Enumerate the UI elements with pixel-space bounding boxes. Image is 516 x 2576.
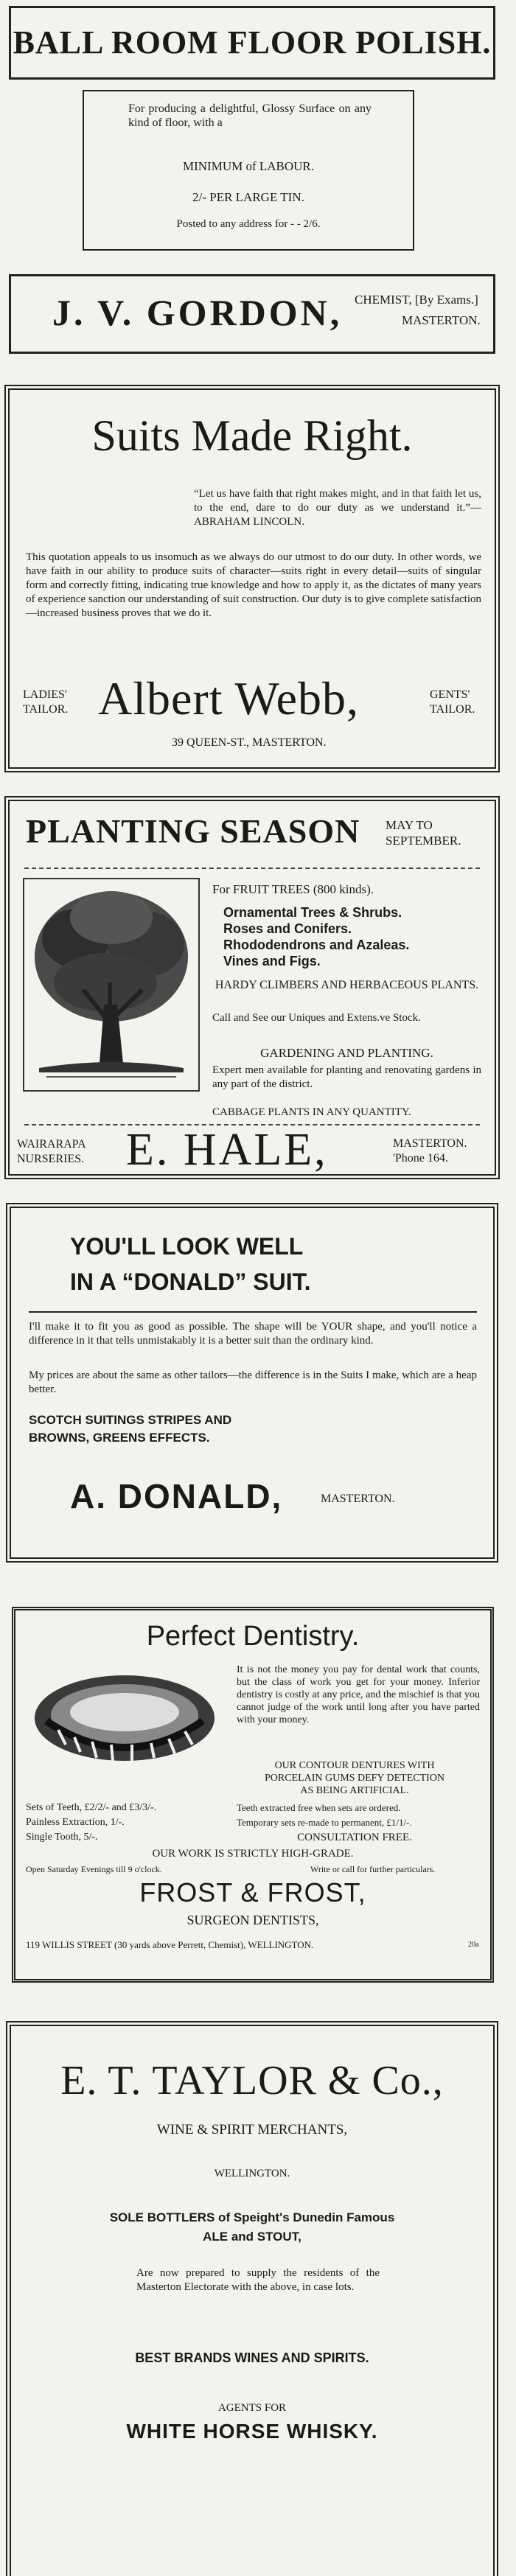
webb-box	[4, 385, 500, 772]
donald-box	[6, 1203, 498, 1563]
hale-list	[223, 904, 481, 969]
dentist-contour-1: OUR CONTOUR DENTURES WITH	[274, 1760, 435, 1771]
dentist-sets: Sets of Teeth, £2/2/- and £3/3/-.	[26, 1802, 157, 1813]
dentist-free: Teeth extracted free when sets are ordered.	[237, 1802, 401, 1813]
donald-rule	[29, 1311, 477, 1313]
hale-list-item: Vines and Figs.	[223, 954, 321, 968]
taylor-brands: BEST BRANDS WINES AND SPIRITS.	[135, 2350, 369, 2365]
donald-headline-1: YOU'LL LOOK WELL	[70, 1233, 304, 1260]
dentist-headline: Perfect Dentistry.	[146, 1621, 360, 1652]
dentist-name: FROST & FROST,	[139, 1877, 366, 1907]
taylor-body: Are now prepared to supply the residents of the Masterton Electorate with the above, in case lots.	[136, 2267, 380, 2293]
hale-name: E. HALE,	[126, 1125, 328, 1175]
taylor-town: WELLINGTON.	[214, 2168, 290, 2179]
polish-title-box	[9, 6, 495, 80]
hale-gardening-title: GARDENING AND PLANTING.	[260, 1046, 433, 1060]
hale-list-item: Rhododendrons and Azaleas.	[223, 938, 410, 952]
polish-price: 2/- PER LARGE TIN.	[192, 190, 304, 204]
taylor-sole-2: ALE and STOUT,	[203, 2230, 301, 2244]
taylor-sole-1: SOLE BOTTLERS of Speight's Dunedin Famous	[109, 2210, 395, 2224]
gordon-name: J. V. GORDON,	[52, 292, 343, 333]
webb-address: 39 QUEEN-ST., MASTERTON.	[172, 736, 327, 749]
dentist-body: It is not the money you pay for dental work that counts, but the class of work you get for your money. Inferior dentistry is costly at any price, and the mischief is that you cannot judge of the work until long after you have parted with your money.	[237, 1664, 480, 1725]
dentist-quality: OUR WORK IS STRICTLY HIGH-GRADE.	[152, 1848, 354, 1860]
dentist-remade: Temporary sets re-made to permanent, £1/1/-.	[237, 1817, 412, 1828]
hale-headline: PLANTING SEASON	[26, 812, 360, 850]
tree-icon	[24, 879, 198, 1090]
donald-name: A. DONALD,	[70, 1477, 283, 1515]
donald-body-1: I'll make it to fit you as good as possible. The shape will be YOUR shape, and you'll notice a difference in it that tells unmistakably it is a better suit than the ordinary kind.	[29, 1321, 477, 1347]
dentist-contour	[222, 1759, 487, 1797]
dentist-address: 119 WILLIS STREET (30 yards above Perrett, Chemist), WELLINGTON.	[26, 1939, 314, 1950]
webb-quote: “Let us have faith that right makes might, and in that faith let us, to the end, dare to do our duty as we understand it.”—ABRAHAM LINCOLN.	[194, 488, 481, 528]
donald-body-2: My prices are about the same as other tailors—the difference is in the Suits I make, which are a heap better.	[29, 1369, 477, 1395]
polish-detail-box	[83, 90, 414, 251]
dentist-contour-2: PORCELAIN GUMS DEFY DETECTION	[264, 1773, 445, 1784]
taylor-whisky: WHITE HORSE WHISKY.	[126, 2420, 378, 2443]
dentist-box	[12, 1607, 494, 1983]
dentist-extras	[237, 1801, 487, 1830]
hale-intro: For FRUIT TREES (800 kinds).	[212, 882, 374, 896]
polish-title: BALL ROOM FLOOR POLISH.	[13, 24, 492, 60]
denture-icon	[29, 1664, 220, 1767]
taylor-trade: WINE & SPIRIT MERCHANTS,	[156, 2122, 348, 2137]
webb-right-label: GENTS' TAILOR.	[430, 688, 475, 716]
webb-headline: Suits Made Right.	[91, 411, 413, 460]
dentist-prices	[26, 1801, 232, 1845]
hale-gardening-body: Expert men available for planting and renovating gardens in any part of the district.	[212, 1064, 481, 1090]
hale-cabbage: CABBAGE PLANTS IN ANY QUANTITY.	[212, 1106, 411, 1118]
hale-town: MASTERTON.	[393, 1137, 467, 1150]
taylor-box	[6, 2021, 498, 2576]
tree-illustration	[23, 878, 200, 1092]
hale-climbers: HARDY CLIMBERS AND HERBACEOUS PLANTS.	[215, 979, 479, 991]
webb-body: This quotation appeals to us insomuch as we always do our utmost to do our duty. In other words, we have faith in our ability to produce suits of character—suits right in every detail—suits of singular form and correctly fitting, indicating true knowledge and how to apply it, as the dictates of many years of experience sanction our understanding of suit construction. Our duty is to give complete satisfaction—increased business proves that we do it.	[26, 551, 481, 619]
denture-illustration	[29, 1664, 220, 1767]
dentist-title: SURGEON DENTISTS,	[186, 1913, 319, 1927]
polish-body: For producing a delightful, Glossy Surface on any kind of floor, with a	[128, 102, 372, 129]
donald-stripes-1: SCOTCH SUITINGS STRIPES AND	[29, 1413, 232, 1427]
hale-divider-top	[24, 868, 480, 869]
donald-stripes-2: BROWNS, GREENS EFFECTS.	[29, 1431, 210, 1445]
gordon-trade: CHEMIST, [By Exams.]	[355, 293, 478, 307]
dentist-write: Write or call for further particulars.	[310, 1864, 436, 1874]
polish-postage: Posted to any address for - - 2/6.	[176, 218, 321, 230]
hale-nursery: WAIRARAPA NURSERIES.	[17, 1138, 86, 1165]
hale-call: Call and See our Uniques and Extens.ve Stock.	[212, 1012, 421, 1024]
dentist-single: Single Tooth, 5/-.	[26, 1832, 98, 1843]
gordon-town: MASTERTON.	[402, 313, 481, 327]
dentist-code: 20a	[468, 1941, 479, 1949]
donald-town: MASTERTON.	[321, 1493, 395, 1505]
hale-phone: 'Phone 164.	[393, 1152, 448, 1165]
hale-list-item: Ornamental Trees & Shrubs.	[223, 905, 402, 920]
dentist-consult: CONSULTATION FREE.	[297, 1832, 412, 1843]
hale-box	[4, 796, 500, 1179]
gordon-box	[9, 274, 495, 354]
taylor-agents: AGENTS FOR	[217, 2402, 287, 2414]
hale-season: MAY TO SEPTEMBER.	[386, 818, 461, 848]
donald-headline-2: IN A “DONALD” SUIT.	[70, 1268, 311, 1295]
webb-left-label: LADIES' TAILOR.	[23, 688, 69, 716]
taylor-name: E. T. TAYLOR & Co.,	[60, 2058, 444, 2104]
hale-list-item: Roses and Conifers.	[223, 921, 352, 936]
dentist-contour-3: AS BEING ARTIFICIAL.	[300, 1785, 409, 1796]
dentist-saturday: Open Saturday Evenings till 9 o'clock.	[26, 1864, 162, 1874]
webb-name: Albert Webb,	[98, 672, 360, 725]
polish-emphasis: MINIMUM of LABOUR.	[182, 159, 315, 173]
dentist-extraction: Painless Extraction, 1/-.	[26, 1817, 125, 1828]
